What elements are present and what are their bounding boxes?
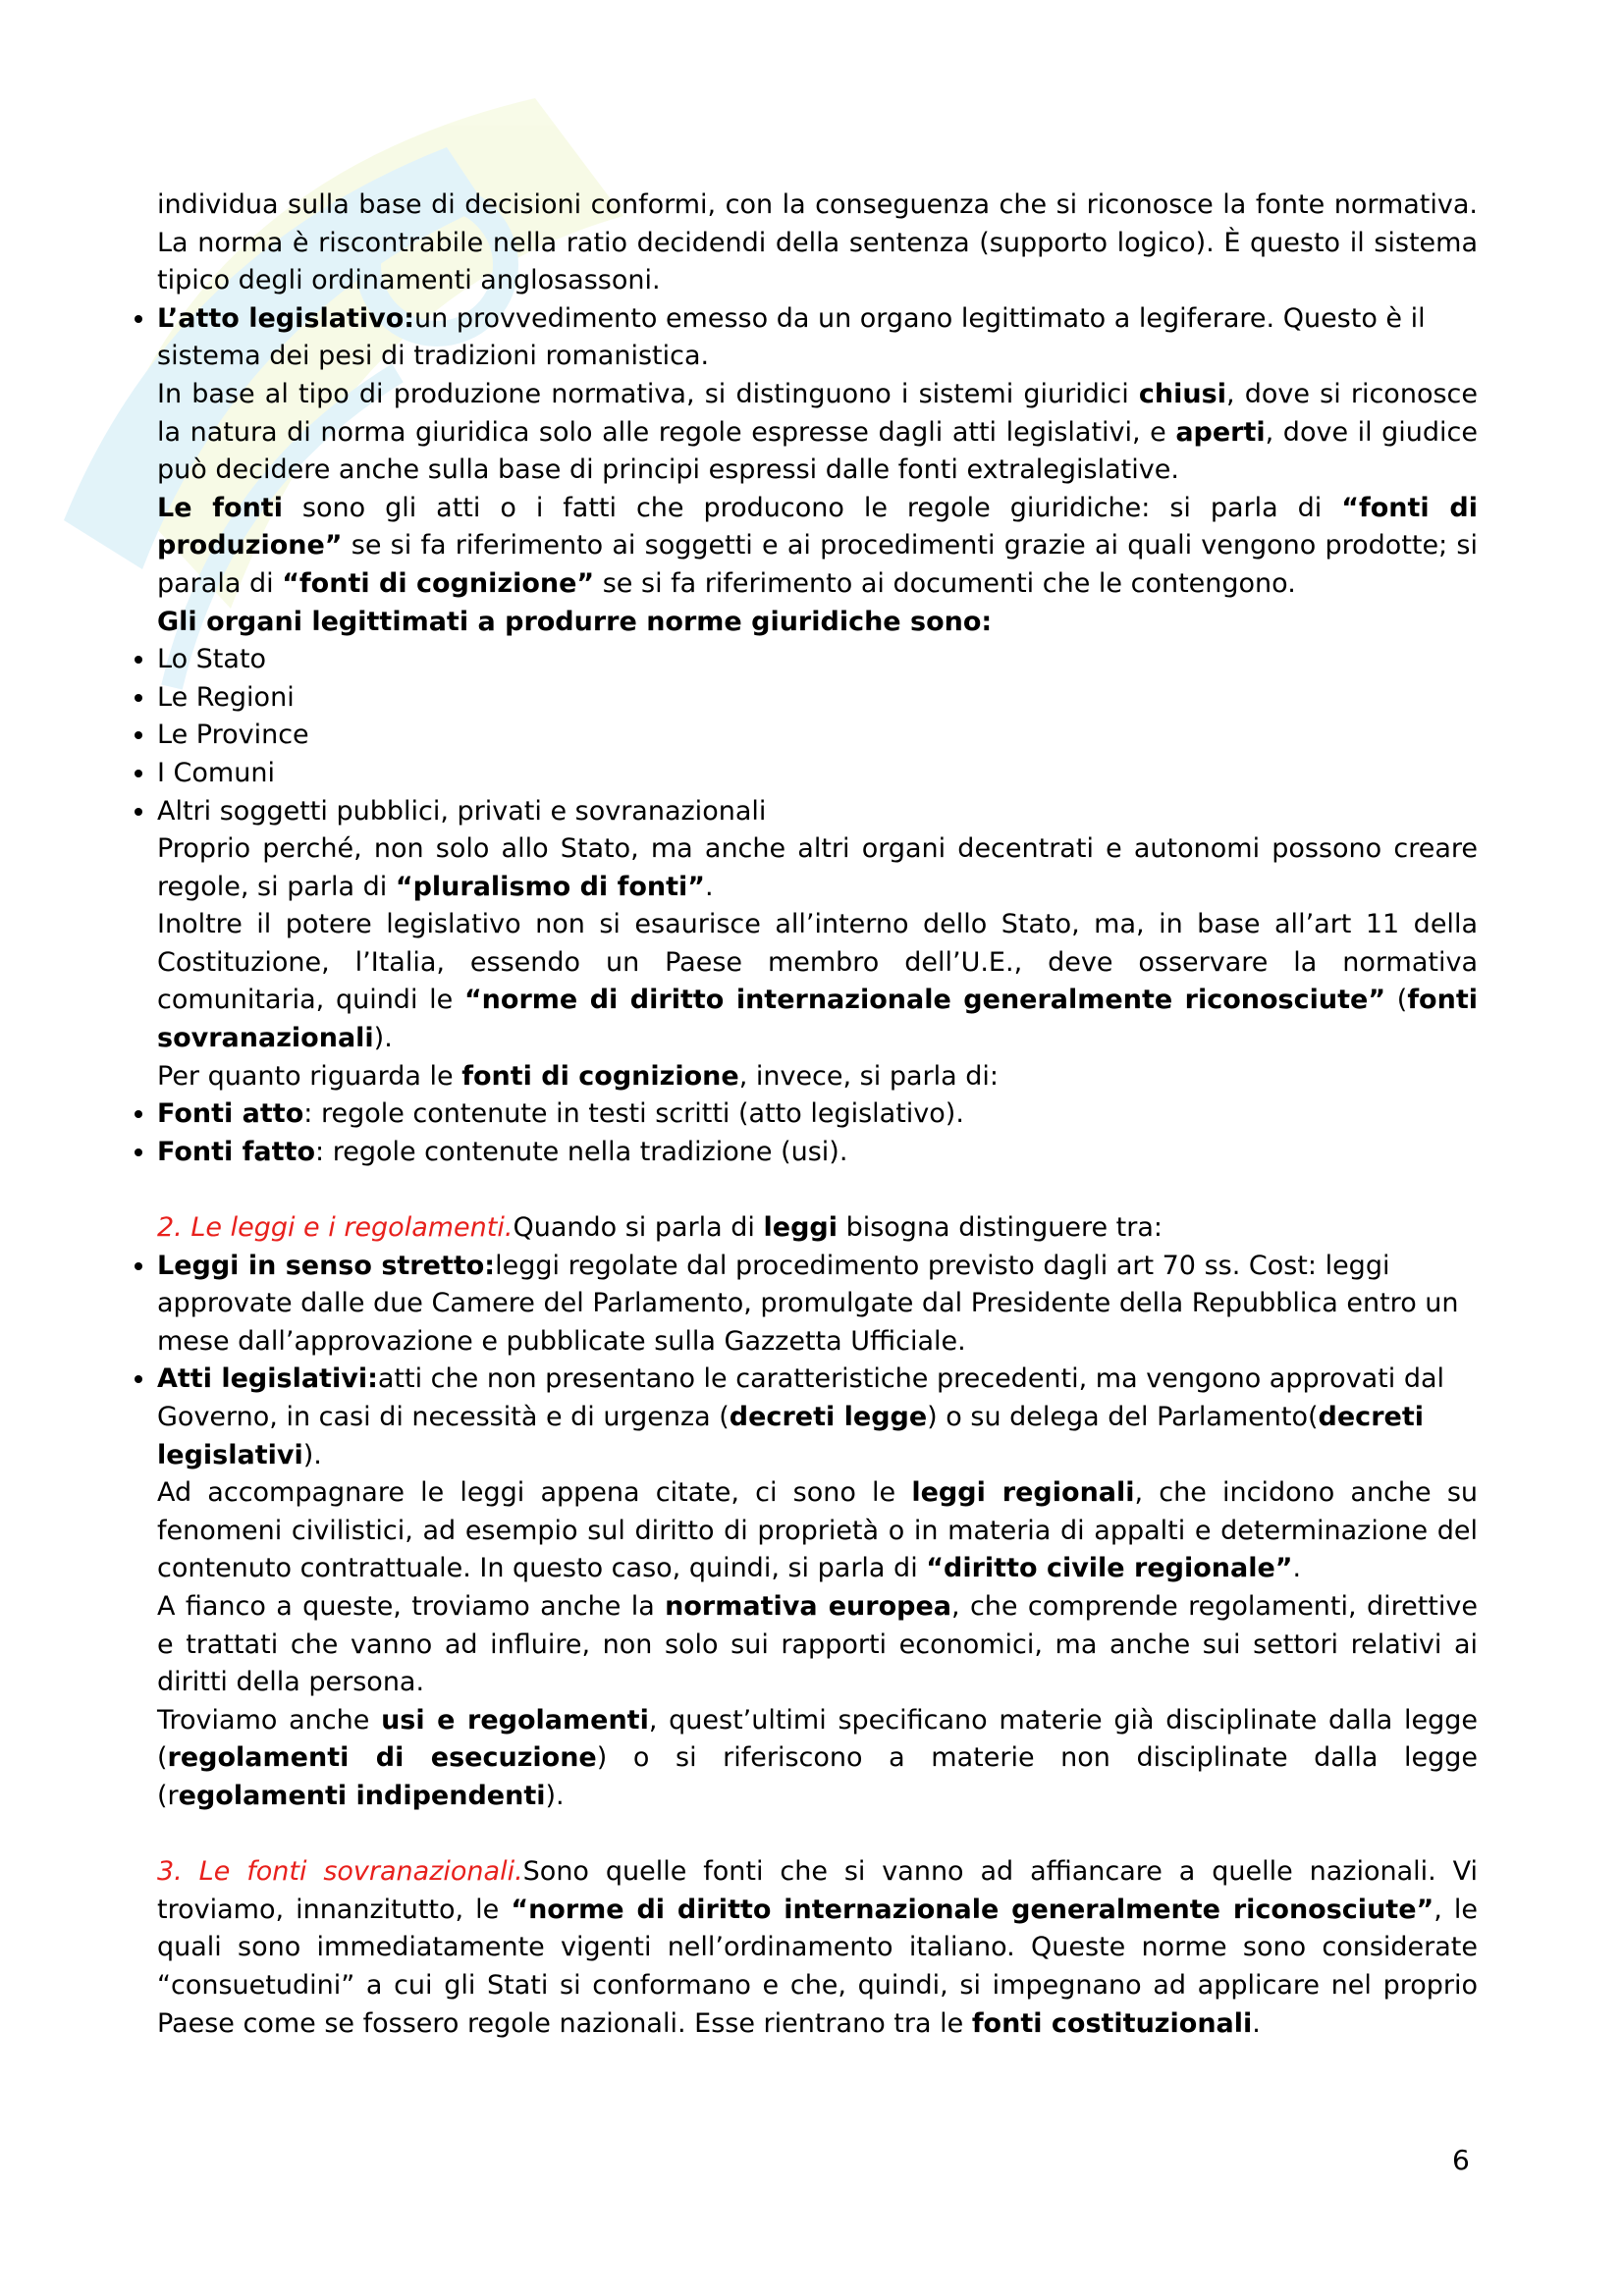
paragraph (157, 1058, 1478, 1096)
text-run: Le Regioni (157, 681, 295, 713)
list-item (157, 641, 1478, 679)
bold-term: Le fonti (157, 492, 283, 523)
text-run: : regole contenute nella tradizione (usi). (315, 1136, 848, 1167)
bold-term: decreti legislativi (157, 1402, 1424, 1470)
bold-term: Fonti fatto (157, 1136, 316, 1167)
text-run: Ad accompagnare le leggi appena citate, ci sono le (157, 1477, 912, 1509)
bold-term: Gli organi legittimati a produrre norme giuridiche sono: (157, 606, 993, 637)
paragraph (157, 906, 1478, 1057)
bold-term: regolamenti di esecuzione (167, 1742, 597, 1774)
text-run: . (1252, 2007, 1261, 2039)
text-run: , dove il giudice può decidere anche sulla base di principi espressi dalle fonti extralegislative. (157, 416, 1478, 486)
text-run: bisogna distinguere tra: (838, 1212, 1163, 1244)
bold-term: fonti di cognizione (461, 1060, 739, 1092)
text-run: ). (545, 1780, 565, 1811)
section-spacer (157, 1816, 1478, 1854)
text-run: In base al tipo di produzione normativa, si distinguono i sistemi giuridici (157, 378, 1139, 409)
paragraph (157, 1209, 1478, 1248)
section-heading: 2. Le leggi e i regolamenti. (157, 1212, 514, 1244)
text-run: Sono quelle fonti che si vanno ad affiancare a quelle nazionali. Vi troviamo, innanzitutto, le (157, 1856, 1478, 1925)
text-run: ). (302, 1439, 322, 1470)
text-run: se si fa riferimento ai documenti che le contengono. (594, 567, 1296, 599)
text-run: atti che non presentano le caratteristiche precedenti, ma vengono approvati dal Governo, in casi di necessità e di urgenza ( (157, 1363, 1445, 1432)
text-run: sono gli atti o i fatti che producono le regole giuridiche: si parla di (282, 492, 1342, 523)
text-run: un provvedimento emesso da un organo legittimato a legiferare. Questo è il sistema dei pesi di tradizioni romanistica. (157, 302, 1426, 372)
section-heading: 3. Le fonti sovranazionali. (157, 1856, 523, 1888)
bold-term: “fonti di produzione” (157, 492, 1478, 561)
list-item (157, 679, 1478, 718)
bold-term: normativa europea (665, 1590, 951, 1622)
text-run: Quando si parla di (513, 1212, 764, 1244)
text-run: . (1292, 1553, 1302, 1584)
paragraph (157, 1588, 1478, 1702)
paragraph (157, 1702, 1478, 1816)
bold-term: aperti (1175, 416, 1266, 448)
text-run: se si fa riferimento ai soggetti e ai procedimenti grazie ai quali vengono prodotte; si parala di (157, 530, 1478, 599)
paragraph (157, 1474, 1478, 1588)
paragraph (157, 1853, 1478, 2043)
text-run: ). (373, 1023, 393, 1054)
text-run: Proprio perché, non solo allo Stato, ma anche altri organi decentrati e autonomi possono creare regole, si parla di (157, 833, 1478, 902)
list-item (157, 793, 1478, 831)
text-run: Troviamo anche (157, 1704, 382, 1735)
text-run: ( (1385, 985, 1408, 1016)
paragraph (157, 187, 1478, 300)
text-run: Lo Stato (157, 644, 267, 675)
bold-term: “norme di diritto internazionale generalmente riconosciute” (463, 985, 1386, 1016)
page-number: 6 (1452, 2144, 1470, 2176)
bold-term: chiusi (1138, 378, 1226, 409)
page-body (157, 187, 1478, 2043)
text-run: , dove si riconosce la natura di norma giuridica solo alle regole espresse dagli atti legislativi, e (157, 378, 1478, 448)
bold-term: Fonti atto (157, 1098, 304, 1130)
bold-term: leggi (763, 1212, 838, 1244)
text-run: , le quali sono immediatamente vigenti nell’ordinamento italiano. Queste norme sono considerate “consuetudini” a cui gli Stati si conformano e che, quindi, si impegnano ad applicare nel proprio Paese come se fossero regole nazionali. Esse rientrano tra le (157, 1894, 1479, 2039)
text-run: : regole contenute in testi scritti (atto legislativo). (303, 1098, 964, 1130)
text-run: Per quanto riguarda le (157, 1060, 462, 1092)
text-run: Inoltre il potere legislativo non si esaurisce all’interno dello Stato, ma, in base all’art 11 della Costituzione, l’Italia, essendo un Paese membro dell’U.E., deve osservare la normativa comunitaria, quindi le (157, 909, 1478, 1016)
list-item (157, 1248, 1478, 1362)
bold-term: Atti legislativi: (157, 1363, 378, 1395)
bold-term: “fonti di cognizione” (282, 567, 595, 599)
text-run: , quest’ultimi specificano materie già disciplinate dalla legge ( (157, 1704, 1478, 1774)
list-item (157, 1361, 1478, 1474)
bold-term: usi e regolamenti (381, 1704, 649, 1735)
bold-term: leggi regionali (911, 1477, 1135, 1509)
text-run: ) o si riferiscono a materie non disciplinate dalla legge (r (157, 1742, 1478, 1811)
text-run: individua sulla base di decisioni conformi, con la conseguenza che si riconosce la fonte normativa. La norma è riscontrabile nella ratio decidendi della sentenza (supporto logico). È questo il sistema tipico degli ordinamenti anglosassoni. (157, 189, 1478, 296)
bold-term: egolamenti indipendenti (178, 1780, 546, 1811)
text-run: I Comuni (157, 757, 275, 788)
text-run: leggi regolate dal procedimento previsto dagli art 70 ss. Cost: leggi approvate dalle due Camere del Parlamento, promulgate dal Presidente della Repubblica entro un mese dall’approvazione e pubblicate sulla Gazzetta Ufficiale. (157, 1250, 1459, 1357)
text-run: Le Province (157, 720, 309, 751)
list-item (157, 755, 1478, 793)
list-item (157, 1095, 1478, 1134)
text-run: , che comprende regolamenti, direttive e trattati che vanno ad influire, non solo sui rapporti economici, ma anche sui settori relativi ai diritti della persona. (157, 1590, 1478, 1698)
text-run: ) o su delega del Parlamento( (927, 1402, 1319, 1432)
text-run: Altri soggetti pubblici, privati e sovranazionali (157, 795, 767, 827)
bold-term: fonti sovranazionali (157, 985, 1478, 1054)
list-item (157, 717, 1478, 755)
bold-term: fonti costituzionali (971, 2007, 1253, 2039)
bold-term: “diritto civile regionale” (926, 1553, 1293, 1584)
bold-term: “norme di diritto internazionale generalmente riconosciute” (511, 1894, 1434, 1925)
bold-term: Leggi in senso stretto: (157, 1250, 496, 1281)
paragraph (157, 604, 1478, 642)
list-item (157, 1134, 1478, 1172)
bold-term: “pluralismo di fonti” (395, 871, 705, 902)
bold-term: decreti legge (729, 1402, 928, 1432)
text-run: , che incidono anche su fenomeni civilistici, ad esempio sul diritto di proprietà o in materia di appalti e determinazione del contenuto contrattuale. In questo caso, quindi, si parla di (157, 1477, 1478, 1584)
paragraph (157, 490, 1478, 604)
text-run: A fianco a queste, troviamo anche la (157, 1590, 666, 1622)
paragraph (157, 830, 1478, 906)
section-spacer (157, 1171, 1478, 1209)
text-run: . (705, 871, 714, 902)
list-item (157, 300, 1478, 376)
bold-term: L’atto legislativo: (157, 302, 415, 334)
text-run: , invece, si parla di: (738, 1060, 999, 1092)
paragraph (157, 376, 1478, 490)
